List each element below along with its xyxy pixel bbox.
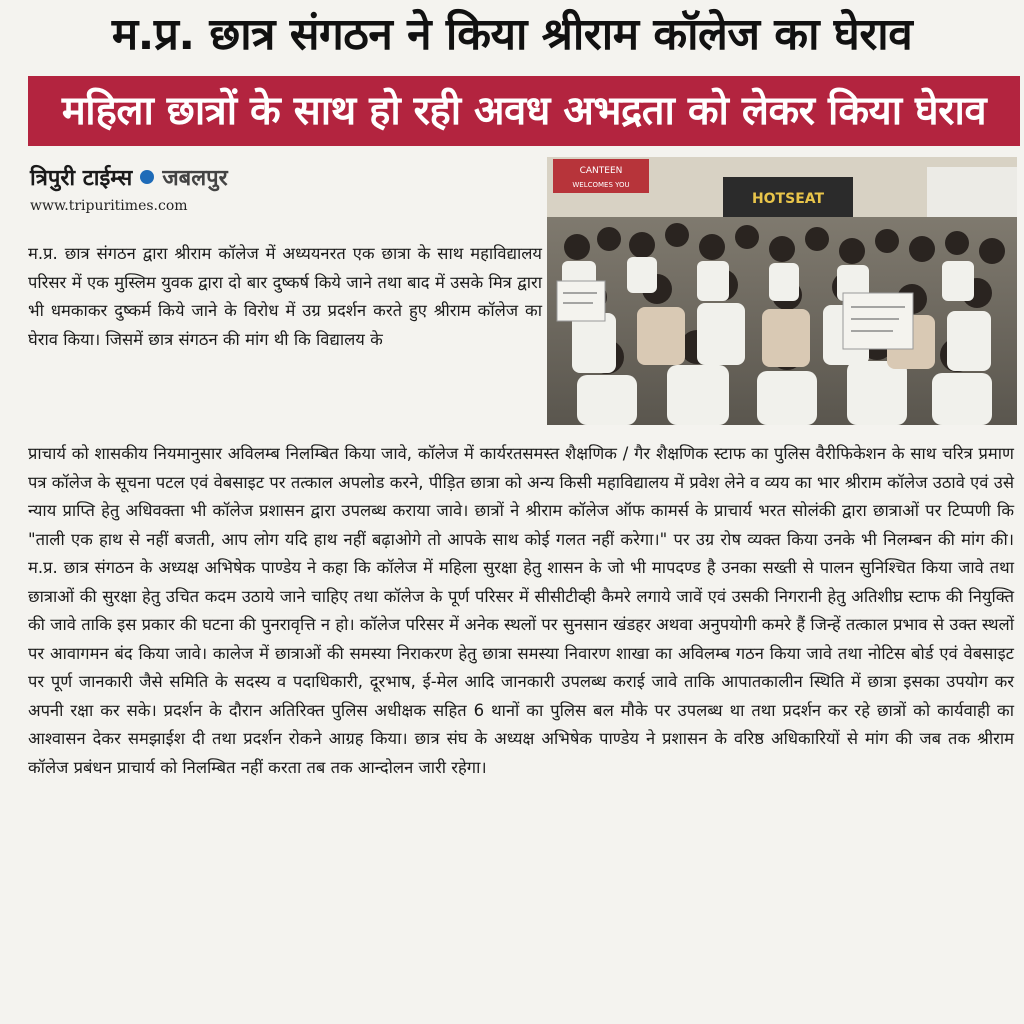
banner-welcome-text: WELCOMES YOU [572,181,630,189]
headline: म.प्र. छात्र संगठन ने किया श्रीराम कॉलेज का घेराव [111,9,913,60]
article-text-column: म.प्र. छात्र संगठन द्वारा श्रीराम कॉलेज में अध्ययनरत एक छात्रा के साथ महाविद्यालय परिसर में एक मुस्लिम युवक द्वारा दो बार दुष्कर्ष किये जाने तथा बाद में उसके मित्र द्वारा भी धमकाकर दुष्कर्म किये जाने के विरोध में उग्र प्रदर्शन करते हुए श्रीराम कॉलेज का घेराव किया। जिसमें छात्र संगठन की मांग थी कि विद्यालय के [28,244,542,349]
byline [30,160,228,194]
bullet-dot-icon [140,170,154,184]
publication-name: त्रिपुरी टाईम्स [30,166,133,191]
dateline-city: जबलपुर [162,166,228,191]
subheadline: महिला छात्रों के साथ हो रही अवध अभद्रता को लेकर किया घेराव [28,76,1020,146]
website-url: www.tripuritimes.com [30,198,188,214]
banner-canteen-text: CANTEEN [579,166,623,176]
protest-photo [547,157,1017,425]
banner-hotseat-text: HOTSEAT [751,191,825,207]
article-text-full: प्राचार्य को शासकीय नियमानुसार अविलम्ब निलम्बित किया जावे, कॉलेज में कार्यरतसमस्त शैक्षणिक / गैर शैक्षणिक स्टाफ का पुलिस वैरीफिकेशन के साथ चरित्र प्रमाण पत्र कॉलेज के सूचना पटल एवं वेबसाइट पर तत्काल अपलोड करने, पीड़ित छात्रा को अन्य किसी महाविद्यालय में प्रवेश लेने व व्यय का भार श्रीराम कॉलेज उठावे एवं उसे न्याय प्राप्ति हेतु अधिवक्ता भी कॉलेज प्रशासन द्वारा उपलब्ध कराया जावे। छात्रों ने श्रीराम कॉलेज ऑफ कामर्स के प्राचार्य भरत सोलंकी द्वारा छात्राओं पर टिप्पणी कि "ताली एक हाथ से नहीं बजती, आप लोग यदि हाथ नहीं बढ़ाओगे तो आपके साथ कोई गलत नहीं करेगा।" पर उग्र रोष व्यक्त किया उनके भी निलम्बन की मांग की। म.प्र. छात्र संगठन के अध्यक्ष अभिषेक पाण्डेय ने कहा कि कॉलेज में महिला सुरक्षा हेतु शासन के जो भी मापदण्ड है उनका सख्ती से पालन सुनिश्चित किया जावे तथा छात्राओं की सुरक्षा हेतु उचित कदम उठाये जाने चाहिए तथा कॉलेज के पूर्ण परिसर में सीसीटीव्ही कैमरे लगाये जावें एवं उसकी निगरानी हेतु अतिशीघ्र स्टाफ की नियुक्ति की जावे ताकि इस प्रकार की घटना की पुनरावृत्ति न हो। कॉलेज परिसर में अनेक स्थलों पर सुनसान खंडहर अथवा अनुपयोगी कमरे हैं जिन्हें तत्काल प्रभाव से उक्त स्थलों पर आवागमन बंद किया जावे। कालेज में छात्राओं की समस्या निराकरण हेतु छात्रा समस्या निवारण शाखा का अविलम्ब गठन किया जावे तथा नोटिस बोर्ड एवं वेबसाइट पर पूर्ण जानकारी जैसे समिति के सदस्य व पदाधिकारी, दूरभाष, ई-मेल आदि जानकारी उपलब्ध कराई जावे ताकि आपातकालीन स्थिति में छात्रा इसका उपयोग कर अपनी रक्षा कर सके। प्रदर्शन के दौरान अतिरिक्त पुलिस अधीक्षक सहित 6 थानों का पुलिस बल मौके पर उपलब्ध था तथा प्रदर्शन कर रहे छात्रों को कार्यवाही का आश्वासन देकर समझाईश दी तथा प्रदर्शन रोकने आग्रह किया। छात्र संघ के अध्यक्ष अभिषेक पाण्डेय ने प्रशासन के वरिष्ठ अधिकारियों से मांग की जब तक श्रीराम कॉलेज प्रबंधन प्राचार्य को निलम्बित नहीं करता तब तक आन्दोलन जारी रहेगा। [28,444,1014,777]
